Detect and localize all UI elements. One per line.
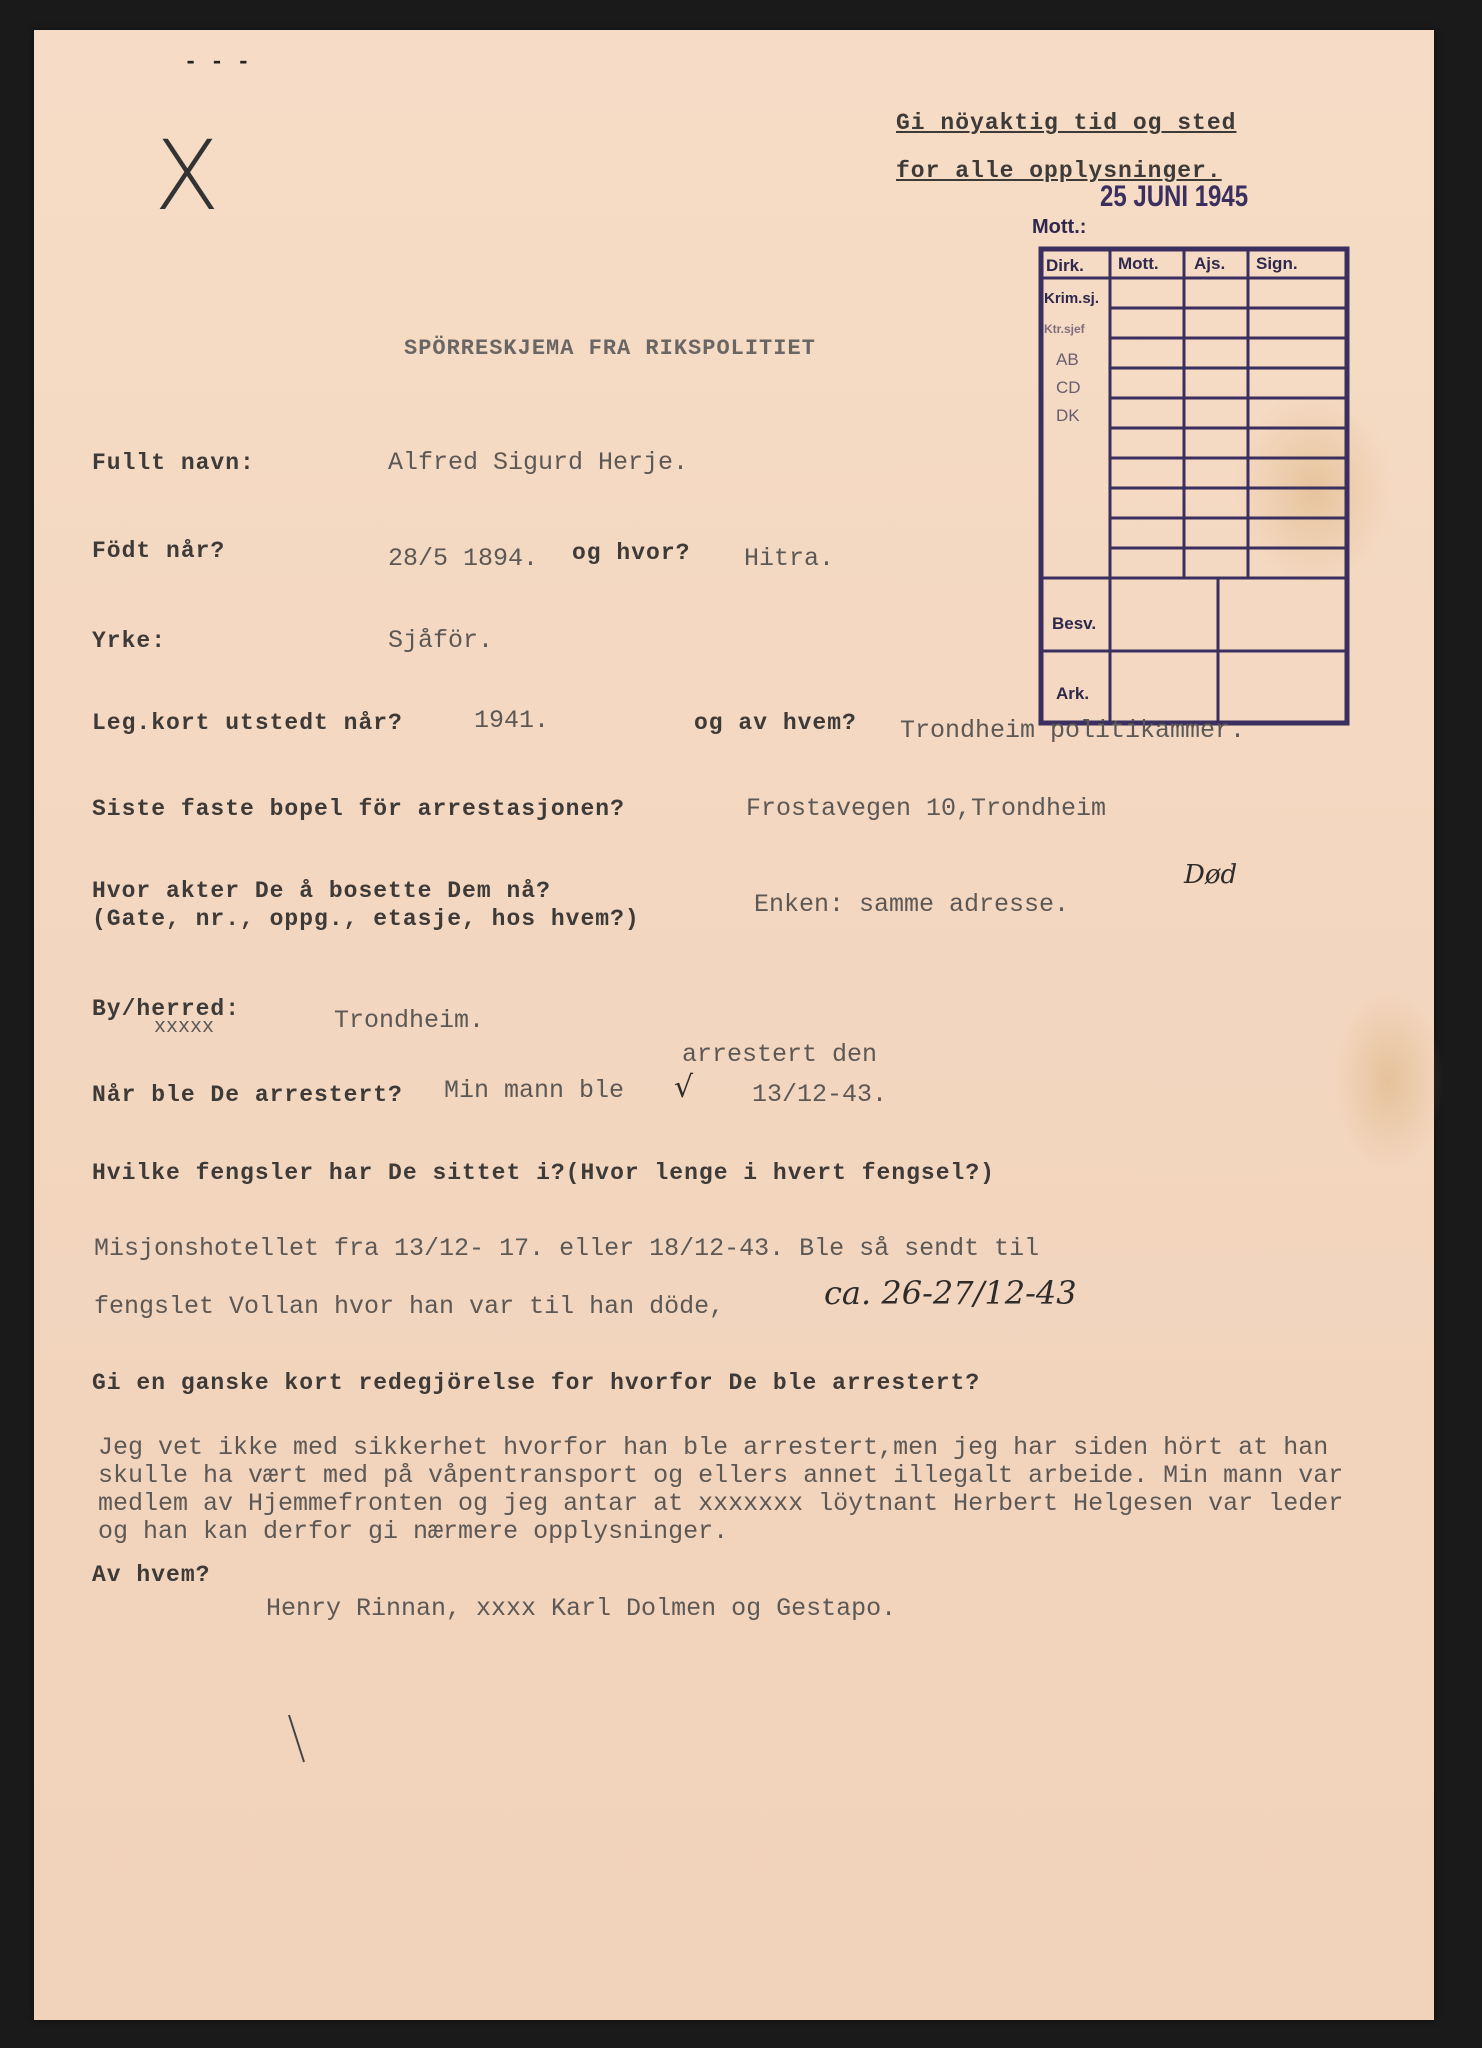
by-whom-label: og av hvem?: [694, 710, 857, 736]
born-label: Födt når?: [92, 538, 226, 564]
stamp-row-cd: CD: [1056, 378, 1081, 397]
prisons-line-1: Misjonshotellet fra 13/12- 17. eller 18/12-43. Ble så sendt til: [94, 1234, 1040, 1263]
prisons-line-2: fengslet Vollan hvor han var til han döde,: [94, 1292, 725, 1321]
insert-caret: √: [674, 1070, 694, 1105]
stamp-row-dk: DK: [1056, 406, 1080, 425]
stamp-row-ark: Ark.: [1056, 684, 1090, 703]
arrested-value: Min mann ble: [444, 1076, 625, 1105]
last-address-label: Siste faste bopel för arrestasjonen?: [92, 796, 625, 822]
where-value: Hitra.: [744, 544, 835, 573]
name-value: Alfred Sigurd Herje.: [388, 448, 689, 477]
city-label: By/herred:: [92, 996, 241, 1022]
prisons-handwritten-date: ca. 26-27/12-43: [824, 1274, 1077, 1312]
stamp-col-mott: Mott.: [1118, 254, 1159, 273]
page-title: SPÖRRESKJEMA FRA RIKSPOLITIET: [404, 336, 816, 361]
registry-stamp-grid: [1038, 246, 1350, 726]
arrested-by-value: Henry Rinnan, xxxx Karl Dolmen og Gestapo.: [266, 1594, 897, 1623]
stamp-row-besv: Besv.: [1052, 614, 1097, 633]
arrested-insert-text: arrestert den: [682, 1040, 878, 1069]
stamp-row-krim: Krim.sj.: [1044, 290, 1100, 307]
born-value: 28/5 1894.: [388, 544, 539, 573]
stamp-col-sign: Sign.: [1256, 254, 1298, 273]
arrested-label: Når ble De arrestert?: [92, 1082, 403, 1108]
stamp-row-ab: AB: [1056, 350, 1079, 369]
stamp-col-ajs: Ajs.: [1194, 254, 1226, 273]
arrested-date: 13/12-43.: [752, 1080, 888, 1109]
stamp-grid-lines: [1038, 246, 1350, 726]
document-page: [34, 30, 1434, 2020]
stamp-col-dirk: Dirk.: [1046, 256, 1084, 275]
paper-stain: [1334, 990, 1444, 1170]
last-address-value: Frostavegen 10,Trondheim: [746, 794, 1107, 823]
settle-label-2: (Gate, nr., oppg., etasje, hos hvem?): [92, 906, 640, 932]
handwritten-x-mark: X: [154, 120, 220, 232]
settle-value: Enken: samme adresse.: [754, 890, 1070, 919]
received-date-stamp: 25 JUNI 1945: [1100, 180, 1249, 213]
city-struck-text: xxxxx: [154, 1016, 215, 1039]
pencil-tick-mark: [284, 1710, 324, 1770]
occupation-label: Yrke:: [92, 628, 167, 654]
reason-label: Gi en ganske kort redegjörelse for hvorfor De ble arrestert?: [92, 1370, 981, 1396]
legkort-value: 1941.: [474, 706, 550, 735]
settle-label-1: Hvor akter De å bosette Dem nå?: [92, 878, 551, 904]
arrested-by-label: Av hvem?: [92, 1562, 211, 1588]
occupation-value: Sjåför.: [388, 626, 494, 655]
instruction-line-2: for alle opplysninger.: [896, 158, 1222, 184]
name-label: Fullt navn:: [92, 450, 255, 476]
settle-handwritten-note: Død: [1184, 860, 1238, 890]
top-dash: - - -: [184, 50, 251, 75]
where-label: og hvor?: [572, 540, 691, 566]
reason-text: Jeg vet ikke med sikkerhet hvorfor han ble arrestert,men jeg har siden hört at han skulle ha vært med på våpentransport og ellers annet illegalt arbeide. Min mann var medlem av Hjemmefronten og jeg antar at xxxxxxx löytnant Herbert Helgesen var leder og han kan derfor gi nærmere opplysninger.: [98, 1433, 1344, 1546]
instruction-line-1: Gi nöyaktig tid og sted: [896, 110, 1237, 136]
stamp-mott-label: Mott.:: [1032, 216, 1087, 238]
prisons-label: Hvilke fengsler har De sittet i?(Hvor lenge i hvert fengsel?): [92, 1160, 995, 1186]
stamp-row-ktr: Ktr.sjef: [1044, 322, 1085, 336]
by-whom-value: Trondheim politikammer.: [900, 716, 1246, 745]
city-value: Trondheim.: [334, 1006, 485, 1035]
legkort-label: Leg.kort utstedt når?: [92, 710, 403, 736]
